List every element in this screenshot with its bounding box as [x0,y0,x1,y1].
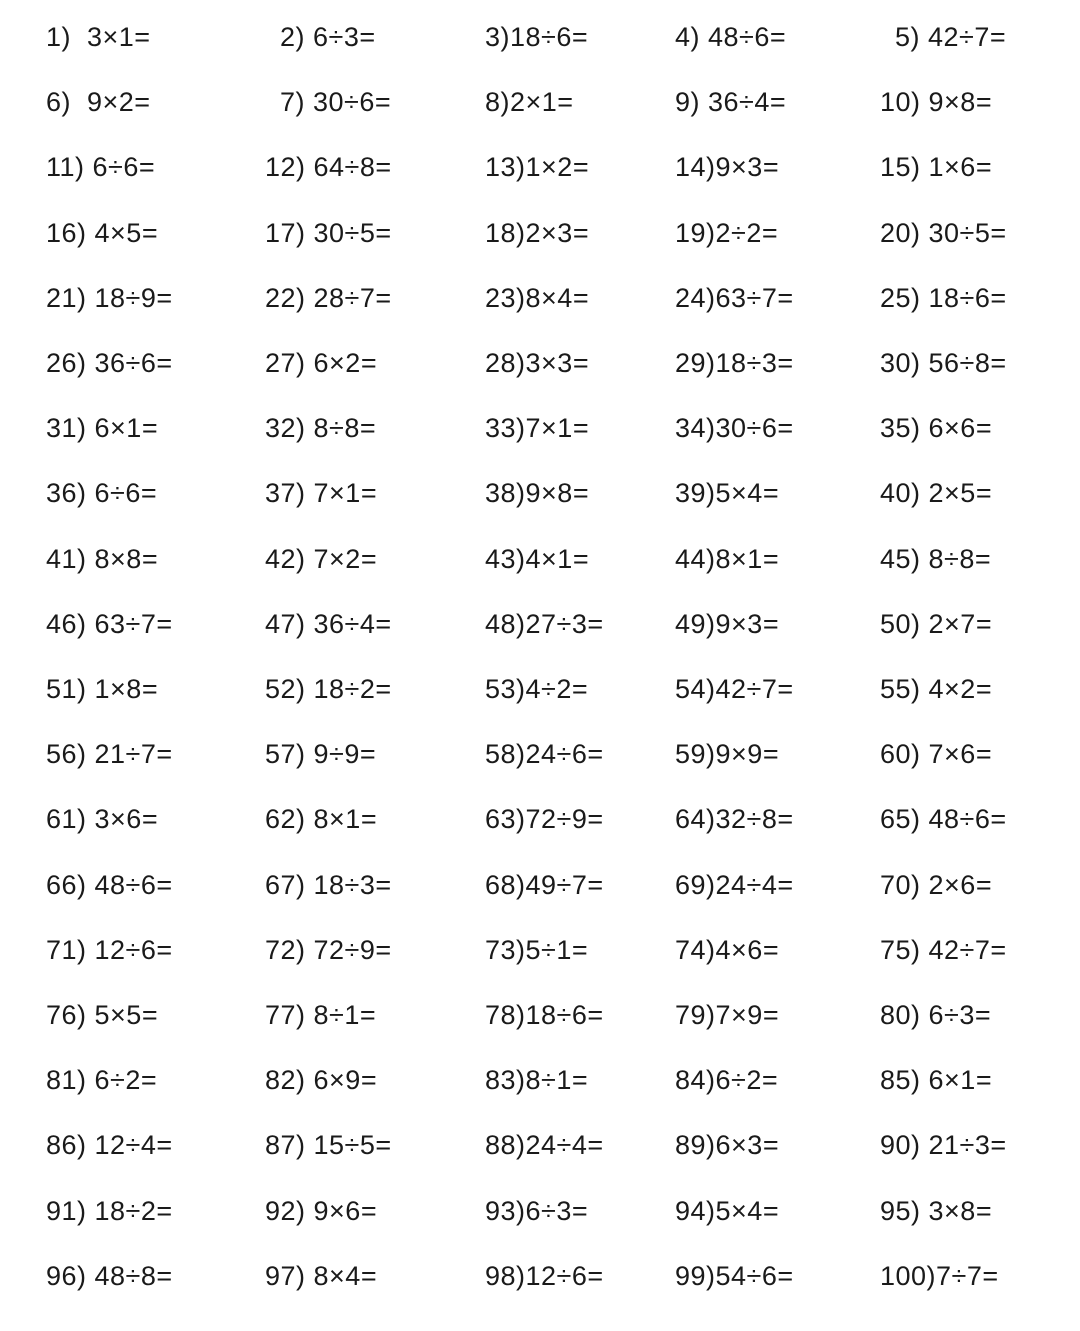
problem-item: 7) 30÷6= [280,87,392,117]
problem-item: 45) 8÷8= [880,544,992,574]
problem-item: 52) 18÷2= [265,674,392,704]
problem-item: 51) 1×8= [46,674,159,704]
problem-item: 89)6×3= [675,1130,780,1160]
problem-item: 31) 6×1= [46,413,159,443]
problem-item: 39)5×4= [675,478,780,508]
problem-item: 54)42÷7= [675,674,794,704]
problem-item: 17) 30÷5= [265,218,392,248]
problem-item: 30) 56÷8= [880,348,1007,378]
problem-item: 87) 15÷5= [265,1130,392,1160]
problem-item: 92) 9×6= [265,1196,378,1226]
problem-item: 24)63÷7= [675,283,794,313]
problem-item: 91) 18÷2= [46,1196,173,1226]
problem-item: 58)24÷6= [485,739,604,769]
problem-item: 95) 3×8= [880,1196,993,1226]
problem-item: 46) 63÷7= [46,609,173,639]
problem-item: 42) 7×2= [265,544,378,574]
problem-item: 55) 4×2= [880,674,993,704]
problem-item: 70) 2×6= [880,870,993,900]
problem-item: 20) 30÷5= [880,218,1007,248]
problem-item: 40) 2×5= [880,478,993,508]
problem-item: 72) 72÷9= [265,935,392,965]
problem-item: 90) 21÷3= [880,1130,1007,1160]
problem-item: 60) 7×6= [880,739,993,769]
problem-item: 69)24÷4= [675,870,794,900]
problem-item: 75) 42÷7= [880,935,1007,965]
problem-item: 59)9×9= [675,739,780,769]
problem-item: 47) 36÷4= [265,609,392,639]
problem-item: 98)12÷6= [485,1261,604,1291]
problem-item: 76) 5×5= [46,1000,159,1030]
problem-item: 56) 21÷7= [46,739,173,769]
problem-item: 13)1×2= [485,152,590,182]
problem-item: 50) 2×7= [880,609,993,639]
problem-item: 96) 48÷8= [46,1261,173,1291]
problem-item: 1) 3×1= [46,22,151,52]
problem-item: 94)5×4= [675,1196,780,1226]
problem-item: 83)8÷1= [485,1065,589,1095]
problem-item: 71) 12÷6= [46,935,173,965]
problem-item: 61) 3×6= [46,804,159,834]
problem-item: 82) 6×9= [265,1065,378,1095]
problem-item: 80) 6÷3= [880,1000,992,1030]
problem-item: 73)5÷1= [485,935,589,965]
problem-item: 23)8×4= [485,283,590,313]
problem-item: 53)4÷2= [485,674,589,704]
problem-item: 4) 48÷6= [675,22,787,52]
problem-item: 93)6÷3= [485,1196,589,1226]
problem-item: 77) 8÷1= [265,1000,377,1030]
problem-item: 35) 6×6= [880,413,993,443]
problem-item: 19)2÷2= [675,218,779,248]
problem-item: 65) 48÷6= [880,804,1007,834]
problem-item: 11) 6÷6= [46,152,156,182]
problem-item: 100)7÷7= [880,1261,999,1291]
problem-item: 48)27÷3= [485,609,604,639]
problem-item: 84)6÷2= [675,1065,779,1095]
problem-item: 9) 36÷4= [675,87,787,117]
problem-item: 68)49÷7= [485,870,604,900]
problem-item: 14)9×3= [675,152,780,182]
problem-item: 18)2×3= [485,218,590,248]
problem-item: 15) 1×6= [880,152,993,182]
problem-item: 26) 36÷6= [46,348,173,378]
problem-item: 34)30÷6= [675,413,794,443]
problem-item: 67) 18÷3= [265,870,392,900]
problem-item: 29)18÷3= [675,348,794,378]
problem-item: 38)9×8= [485,478,590,508]
problem-item: 36) 6÷6= [46,478,158,508]
problem-item: 2) 6÷3= [280,22,376,52]
problem-item: 81) 6÷2= [46,1065,158,1095]
problem-item: 32) 8÷8= [265,413,377,443]
problem-item: 99)54÷6= [675,1261,794,1291]
problem-item: 64)32÷8= [675,804,794,834]
problem-item: 22) 28÷7= [265,283,392,313]
problem-item: 28)3×3= [485,348,590,378]
problem-item: 79)7×9= [675,1000,780,1030]
problem-item: 44)8×1= [675,544,780,574]
problem-item: 86) 12÷4= [46,1130,173,1160]
problem-item: 62) 8×1= [265,804,378,834]
problem-item: 88)24÷4= [485,1130,604,1160]
problem-item: 85) 6×1= [880,1065,993,1095]
problem-item: 12) 64÷8= [265,152,392,182]
problem-item: 37) 7×1= [265,478,378,508]
problem-item: 33)7×1= [485,413,590,443]
problem-item: 78)18÷6= [485,1000,604,1030]
problem-item: 41) 8×8= [46,544,159,574]
problem-item: 16) 4×5= [46,218,159,248]
problem-item: 57) 9÷9= [265,739,377,769]
problem-item: 66) 48÷6= [46,870,173,900]
problem-item: 5) 42÷7= [895,22,1007,52]
problem-item: 63)72÷9= [485,804,604,834]
problem-item: 74)4×6= [675,935,780,965]
problem-item: 49)9×3= [675,609,780,639]
problem-item: 25) 18÷6= [880,283,1007,313]
problem-item: 3)18÷6= [485,22,589,52]
problem-item: 6) 9×2= [46,87,151,117]
problem-item: 21) 18÷9= [46,283,173,313]
problem-item: 97) 8×4= [265,1261,378,1291]
problem-item: 8)2×1= [485,87,574,117]
problem-item: 10) 9×8= [880,87,993,117]
problem-item: 27) 6×2= [265,348,378,378]
problem-item: 43)4×1= [485,544,590,574]
